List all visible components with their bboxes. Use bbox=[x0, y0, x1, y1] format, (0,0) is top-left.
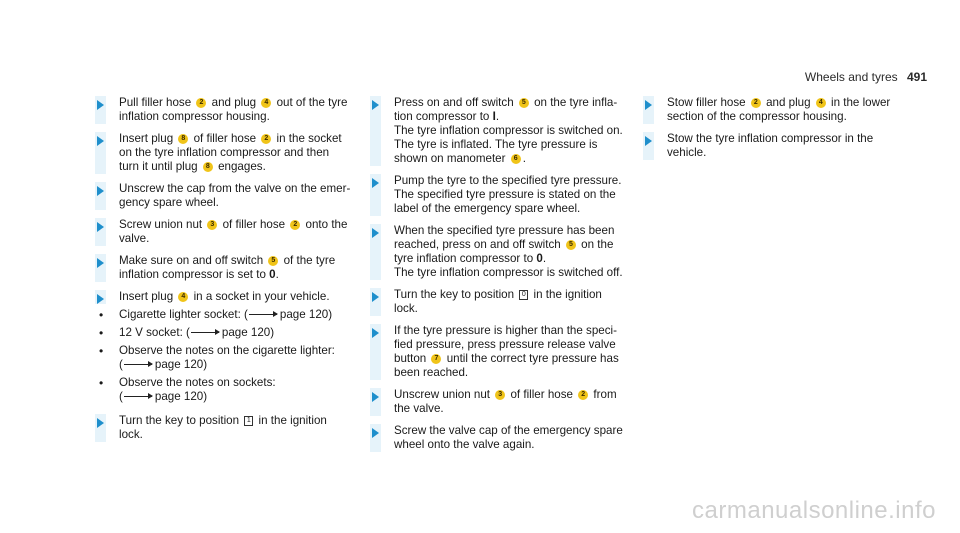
text-run: in the ignition bbox=[530, 288, 602, 301]
text-line bbox=[119, 344, 357, 358]
instruction-step bbox=[95, 182, 357, 210]
text-line bbox=[119, 218, 357, 232]
step-text bbox=[394, 96, 632, 166]
text-run: tyre inflation compressor to bbox=[394, 252, 537, 265]
text-run: Cigarette lighter socket: ( bbox=[119, 308, 248, 321]
text-run: Insert plug bbox=[119, 290, 177, 303]
instruction-step bbox=[643, 132, 905, 160]
instruction-step bbox=[370, 288, 632, 316]
text-run: until the correct tyre pressure has bbox=[443, 352, 619, 365]
text-run: If the tyre pressure is higher than the speci- bbox=[394, 324, 617, 337]
instruction-step bbox=[370, 424, 632, 452]
callout-number-badge: 8 bbox=[178, 134, 188, 144]
text-line bbox=[119, 308, 357, 322]
text-line bbox=[667, 110, 905, 124]
text-run: inflation compressor housing. bbox=[119, 110, 270, 123]
bullet-item bbox=[95, 376, 357, 404]
text-run: . bbox=[275, 268, 279, 281]
text-line bbox=[119, 182, 357, 196]
text-line bbox=[119, 290, 357, 304]
bullet-dot-icon: • bbox=[99, 326, 104, 340]
text-line bbox=[119, 268, 357, 282]
text-run: in the lower bbox=[827, 96, 891, 109]
step-text bbox=[394, 324, 632, 380]
text-line bbox=[394, 238, 632, 252]
text-line bbox=[667, 146, 905, 160]
step-arrow-icon bbox=[372, 292, 379, 302]
text-run: page 120) bbox=[154, 390, 208, 403]
text-line bbox=[394, 252, 632, 266]
text-run: When the specified tyre pressure has been bbox=[394, 224, 615, 237]
bullet-dot-icon: • bbox=[99, 344, 104, 358]
step-text bbox=[394, 424, 632, 452]
step-text bbox=[119, 132, 357, 174]
page-header bbox=[805, 70, 927, 84]
callout-number-badge: 4 bbox=[816, 98, 826, 108]
text-line bbox=[119, 390, 357, 404]
text-run: of filler hose bbox=[190, 132, 260, 145]
text-run: ( bbox=[119, 390, 123, 403]
step-text bbox=[394, 174, 632, 216]
text-run: valve. bbox=[119, 232, 150, 245]
callout-number-badge: 5 bbox=[519, 98, 529, 108]
text-line bbox=[394, 288, 632, 302]
text-run: shown on manometer bbox=[394, 152, 509, 165]
text-line bbox=[394, 324, 632, 338]
instruction-step bbox=[95, 96, 357, 124]
step-text bbox=[667, 132, 905, 160]
text-line bbox=[119, 326, 357, 340]
text-run: Insert plug bbox=[119, 132, 177, 145]
text-run: reached, press on and off switch bbox=[394, 238, 564, 251]
text-run: Make sure on and off switch bbox=[119, 254, 267, 267]
text-run: page 120) bbox=[279, 308, 333, 321]
text-run: gency spare wheel. bbox=[119, 196, 219, 209]
text-run: Pump the tyre to the specified tyre pressure. bbox=[394, 174, 622, 187]
step-text bbox=[119, 218, 357, 246]
text-line bbox=[394, 174, 632, 188]
text-run: Unscrew the cap from the valve on the emer- bbox=[119, 182, 351, 195]
bullet-list bbox=[95, 308, 357, 404]
text-line bbox=[394, 138, 632, 152]
text-line bbox=[394, 366, 632, 380]
step-arrow-icon bbox=[97, 418, 104, 428]
text-line bbox=[119, 132, 357, 146]
callout-number-badge: 2 bbox=[196, 98, 206, 108]
instruction-step bbox=[95, 290, 357, 304]
step-text bbox=[119, 96, 357, 124]
text-run: out of the tyre bbox=[273, 96, 348, 109]
step-arrow-icon bbox=[97, 258, 104, 268]
text-line bbox=[119, 428, 357, 442]
instruction-step bbox=[643, 96, 905, 124]
callout-number-badge: 4 bbox=[261, 98, 271, 108]
text-line bbox=[667, 96, 905, 110]
text-run: Unscrew union nut bbox=[394, 388, 494, 401]
text-line bbox=[394, 96, 632, 110]
instruction-step bbox=[370, 174, 632, 216]
text-run: from bbox=[590, 388, 617, 401]
text-run: Stow the tyre inflation compressor in the bbox=[667, 132, 874, 145]
column-3 bbox=[643, 96, 905, 168]
callout-number-badge: 5 bbox=[566, 240, 576, 250]
page-reference-arrow-icon bbox=[191, 332, 219, 333]
text-line bbox=[394, 188, 632, 202]
step-arrow-icon bbox=[372, 392, 379, 402]
text-run: Turn the key to position bbox=[119, 414, 243, 427]
step-text bbox=[667, 96, 905, 124]
text-line bbox=[119, 232, 357, 246]
text-run: and plug bbox=[762, 96, 814, 109]
callout-number-badge: 2 bbox=[261, 134, 271, 144]
text-run: The tyre inflation compressor is switched off. bbox=[394, 266, 623, 279]
text-line bbox=[394, 438, 632, 452]
text-line bbox=[119, 414, 357, 428]
text-line bbox=[119, 254, 357, 268]
callout-number-badge: 2 bbox=[751, 98, 761, 108]
text-run: button bbox=[394, 352, 430, 365]
text-run: lock. bbox=[394, 302, 418, 315]
step-text bbox=[119, 290, 357, 304]
text-run: engages. bbox=[214, 160, 266, 173]
text-run: onto the bbox=[302, 218, 348, 231]
step-text bbox=[394, 224, 632, 280]
step-arrow-icon bbox=[372, 328, 379, 338]
text-run: wheel onto the valve again. bbox=[394, 438, 535, 451]
text-run: fied pressure, press pressure release valve bbox=[394, 338, 616, 351]
text-run: Screw the valve cap of the emergency spare bbox=[394, 424, 623, 437]
text-line bbox=[394, 388, 632, 402]
callout-number-badge: 6 bbox=[511, 154, 521, 164]
instruction-step bbox=[370, 388, 632, 416]
text-run: The specified tyre pressure is stated on the bbox=[394, 188, 616, 201]
text-line bbox=[394, 202, 632, 216]
text-run: of filler hose bbox=[507, 388, 577, 401]
text-line bbox=[394, 266, 632, 280]
text-run: Turn the key to position bbox=[394, 288, 518, 301]
text-run: on the tyre inflation compressor and then bbox=[119, 146, 330, 159]
text-run: in the ignition bbox=[255, 414, 327, 427]
step-arrow-icon bbox=[645, 136, 652, 146]
text-run: label of the emergency spare wheel. bbox=[394, 202, 581, 215]
text-line bbox=[119, 96, 357, 110]
text-run: and plug bbox=[208, 96, 260, 109]
switch-setting: 0 bbox=[536, 252, 543, 265]
text-run: Screw union nut bbox=[119, 218, 206, 231]
step-text bbox=[119, 414, 357, 442]
text-run: section of the compressor housing. bbox=[667, 110, 847, 123]
text-line bbox=[119, 146, 357, 160]
text-run: Observe the notes on the cigarette lighter: bbox=[119, 344, 335, 357]
text-run: vehicle. bbox=[667, 146, 707, 159]
text-line bbox=[394, 352, 632, 366]
callout-number-badge: 2 bbox=[578, 390, 588, 400]
step-arrow-icon bbox=[372, 100, 379, 110]
bullet-dot-icon: • bbox=[99, 308, 104, 322]
text-line bbox=[394, 338, 632, 352]
bullet-item bbox=[95, 326, 357, 340]
watermark: carmanualsonline.info bbox=[692, 497, 936, 524]
section-title: Wheels and tyres bbox=[804, 70, 898, 84]
page-reference-arrow-icon bbox=[124, 396, 152, 397]
callout-number-badge: 4 bbox=[178, 292, 188, 302]
step-arrow-icon bbox=[97, 136, 104, 146]
text-run: page 120) bbox=[221, 326, 275, 339]
step-arrow-icon bbox=[372, 428, 379, 438]
callout-number-badge: 3 bbox=[495, 390, 505, 400]
text-run: ( bbox=[119, 358, 123, 371]
instruction-step bbox=[95, 254, 357, 282]
step-arrow-icon bbox=[645, 100, 652, 110]
switch-setting: 0 bbox=[269, 268, 276, 281]
bullet-item bbox=[95, 308, 357, 322]
text-line bbox=[394, 124, 632, 138]
step-arrow-icon bbox=[97, 222, 104, 232]
instruction-step bbox=[370, 324, 632, 380]
text-run: of the tyre bbox=[280, 254, 336, 267]
step-arrow-icon bbox=[97, 186, 104, 196]
callout-number-badge: 5 bbox=[268, 256, 278, 266]
key-position-icon: 1 bbox=[244, 416, 253, 426]
step-arrow-icon bbox=[97, 294, 104, 304]
text-line bbox=[394, 402, 632, 416]
text-run: in a socket in your vehicle. bbox=[190, 290, 330, 303]
column-1 bbox=[95, 96, 357, 450]
step-text bbox=[119, 182, 357, 210]
instruction-step bbox=[95, 414, 357, 442]
instruction-step bbox=[370, 224, 632, 280]
text-run: Stow filler hose bbox=[667, 96, 749, 109]
callout-number-badge: 2 bbox=[290, 220, 300, 230]
text-run: in the socket bbox=[273, 132, 342, 145]
step-text bbox=[119, 254, 357, 282]
text-run: turn it until plug bbox=[119, 160, 201, 173]
text-run: on the tyre infla- bbox=[530, 96, 618, 109]
callout-number-badge: 7 bbox=[431, 354, 441, 364]
text-line bbox=[394, 152, 632, 166]
bullet-dot-icon: • bbox=[99, 376, 104, 390]
page-number: 491 bbox=[906, 70, 927, 84]
text-run: . bbox=[542, 252, 547, 265]
instruction-step bbox=[95, 132, 357, 174]
instruction-step bbox=[95, 218, 357, 246]
text-run: page 120) bbox=[154, 358, 208, 371]
callout-number-badge: 8 bbox=[203, 162, 213, 172]
text-line bbox=[394, 110, 632, 124]
text-run: inflation compressor is set to bbox=[119, 268, 270, 281]
instruction-step bbox=[370, 96, 632, 166]
text-run: . bbox=[522, 152, 526, 165]
text-line bbox=[119, 110, 357, 124]
page-reference-arrow-icon bbox=[249, 314, 277, 315]
switch-setting: I bbox=[492, 110, 496, 123]
text-run: of filler hose bbox=[219, 218, 289, 231]
text-line bbox=[394, 302, 632, 316]
text-line bbox=[119, 160, 357, 174]
step-arrow-icon bbox=[97, 100, 104, 110]
page-reference-arrow-icon bbox=[124, 364, 152, 365]
callout-number-badge: 3 bbox=[207, 220, 217, 230]
text-run: Pull filler hose bbox=[119, 96, 195, 109]
text-run: been reached. bbox=[394, 366, 469, 379]
text-run: . bbox=[495, 110, 500, 123]
step-arrow-icon bbox=[372, 228, 379, 238]
text-run: on the bbox=[577, 238, 614, 251]
text-run: lock. bbox=[119, 428, 143, 441]
text-run: The tyre is inflated. The tyre pressure is bbox=[394, 138, 598, 151]
text-line bbox=[119, 376, 357, 390]
text-run: tion compressor to bbox=[394, 110, 493, 123]
text-line bbox=[119, 196, 357, 210]
column-2 bbox=[370, 96, 632, 460]
key-position-icon: 0 bbox=[519, 290, 528, 300]
text-run: The tyre inflation compressor is switched on. bbox=[394, 124, 623, 137]
text-run: Press on and off switch bbox=[394, 96, 517, 109]
bullet-item bbox=[95, 344, 357, 372]
text-run: the valve. bbox=[394, 402, 444, 415]
text-line bbox=[119, 358, 357, 372]
step-text bbox=[394, 288, 632, 316]
text-line bbox=[394, 424, 632, 438]
step-text bbox=[394, 388, 632, 416]
text-run: 12 V socket: ( bbox=[119, 326, 190, 339]
step-arrow-icon bbox=[372, 178, 379, 188]
text-line bbox=[394, 224, 632, 238]
text-run: Observe the notes on sockets: bbox=[119, 376, 276, 389]
text-line bbox=[667, 132, 905, 146]
